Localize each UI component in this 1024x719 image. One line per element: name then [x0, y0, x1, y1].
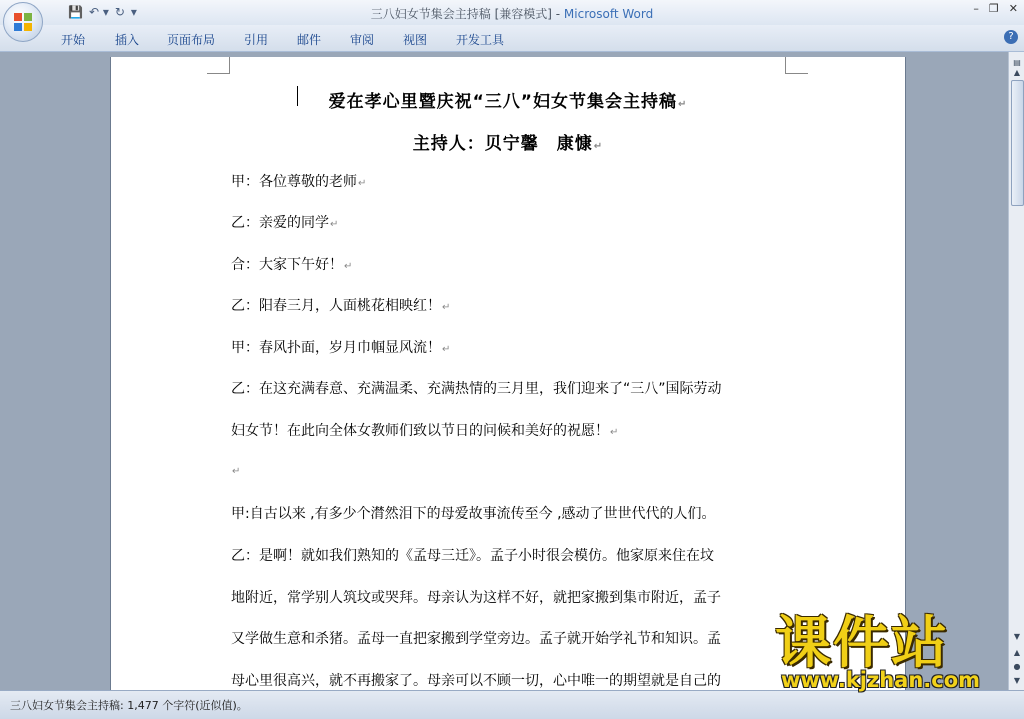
paragraph: 乙：阳春三月，人面桃花相映红！↵ [231, 298, 451, 314]
ribbon-tabs [0, 25, 1024, 52]
paragraph: 甲：各位尊敬的老师↵ [231, 174, 367, 190]
ruler-toggle-icon[interactable]: ▤ [1013, 58, 1021, 67]
restore-button[interactable]: ❐ [988, 2, 999, 15]
empty-paragraph: ↵ [232, 466, 241, 477]
paragraph: 地附近，常学别人筑坟或哭拜。母亲认为这样不好，就把家搬到集市附近，孟子 [231, 590, 721, 606]
close-button[interactable]: ✕ [1008, 2, 1018, 15]
paragraph: 乙：亲爱的同学↵ [231, 215, 339, 231]
tab-home[interactable]: 开始 [61, 33, 86, 47]
office-logo-icon [13, 12, 33, 32]
window-title [0, 5, 1024, 22]
scroll-up-icon[interactable]: ▲ [1013, 68, 1021, 77]
document-page[interactable] [110, 57, 906, 690]
customize-qat-button[interactable]: ▾ [130, 5, 137, 19]
tab-developer[interactable]: 开发工具 [456, 33, 505, 47]
watermark-main-text: 课件站 [775, 611, 949, 676]
minimize-button[interactable]: – [973, 2, 979, 15]
office-button[interactable] [3, 2, 43, 42]
paragraph: 又学做生意和杀猪。孟母一直把家搬到学堂旁边。孟子就开始学礼节和知识。孟 [231, 631, 721, 647]
paragraph: 甲：春风扑面，岁月巾帼显风流！↵ [231, 340, 451, 356]
status-bar [0, 690, 1024, 719]
watermark-logo [775, 611, 1007, 694]
paragraph: 乙：在这充满春意、充满温柔、充满热情的三月里，我们迎来了“三八”国际劳动 [231, 381, 722, 397]
select-browse-object-icon[interactable]: ● [1013, 662, 1021, 671]
help-icon[interactable]: ? [1004, 30, 1018, 44]
app-name: Microsoft Word [563, 7, 654, 21]
previous-page-icon[interactable]: ▲ [1013, 648, 1021, 657]
redo-button[interactable]: ↻ [114, 5, 125, 19]
tab-insert[interactable]: 插入 [115, 33, 140, 47]
paragraph: 妇女节！在此向全体女教师们致以节日的问候和美好的祝愿！↵ [231, 423, 619, 439]
watermark-url: www.kjzhan.com [781, 668, 981, 692]
margin-corner-left [207, 57, 230, 74]
title-bar [0, 0, 1024, 25]
paragraph: 乙：是啊！就如我们熟知的《孟母三迁》。孟子小时很会模仿。他家原来住在坟 [231, 548, 714, 564]
word-count-status[interactable]: 三八妇女节集会主持稿: 1,477 个字符(近似值)。 [10, 699, 248, 712]
paragraph: 母心里很高兴，就不再搬家了。母亲可以不顾一切，心中唯一的期望就是自己的 [231, 673, 721, 689]
tab-page-layout[interactable]: 页面布局 [167, 33, 216, 47]
scroll-thumb[interactable] [1011, 80, 1024, 206]
paragraph: 甲:自古以来 ,有多少个潸然泪下的母爱故事流传至今 ,感动了世世代代的人们。 [231, 506, 716, 522]
undo-button[interactable]: ↶ ▾ [88, 5, 109, 19]
paragraph: 合：大家下午好！↵ [231, 257, 353, 273]
document-title: 三八妇女节集会主持稿 [兼容模式] - [370, 7, 564, 21]
margin-corner-right [785, 57, 808, 74]
document-hosts: 主持人：贝宁馨 康慷↵ [412, 134, 604, 154]
window-controls [973, 2, 1018, 15]
document-area [0, 52, 1008, 690]
next-page-icon[interactable]: ▼ [1013, 676, 1021, 685]
vertical-scrollbar[interactable] [1008, 52, 1024, 690]
tab-references[interactable]: 引用 [244, 33, 269, 47]
tab-view[interactable]: 视图 [403, 33, 428, 47]
tab-mailings[interactable]: 邮件 [297, 33, 322, 47]
document-heading: 爱在孝心里暨庆祝“三八”妇女节集会主持稿↵ [328, 92, 688, 112]
save-button[interactable]: 💾 [68, 5, 83, 19]
scroll-down-icon[interactable]: ▼ [1013, 632, 1021, 641]
tab-review[interactable]: 审阅 [350, 33, 375, 47]
